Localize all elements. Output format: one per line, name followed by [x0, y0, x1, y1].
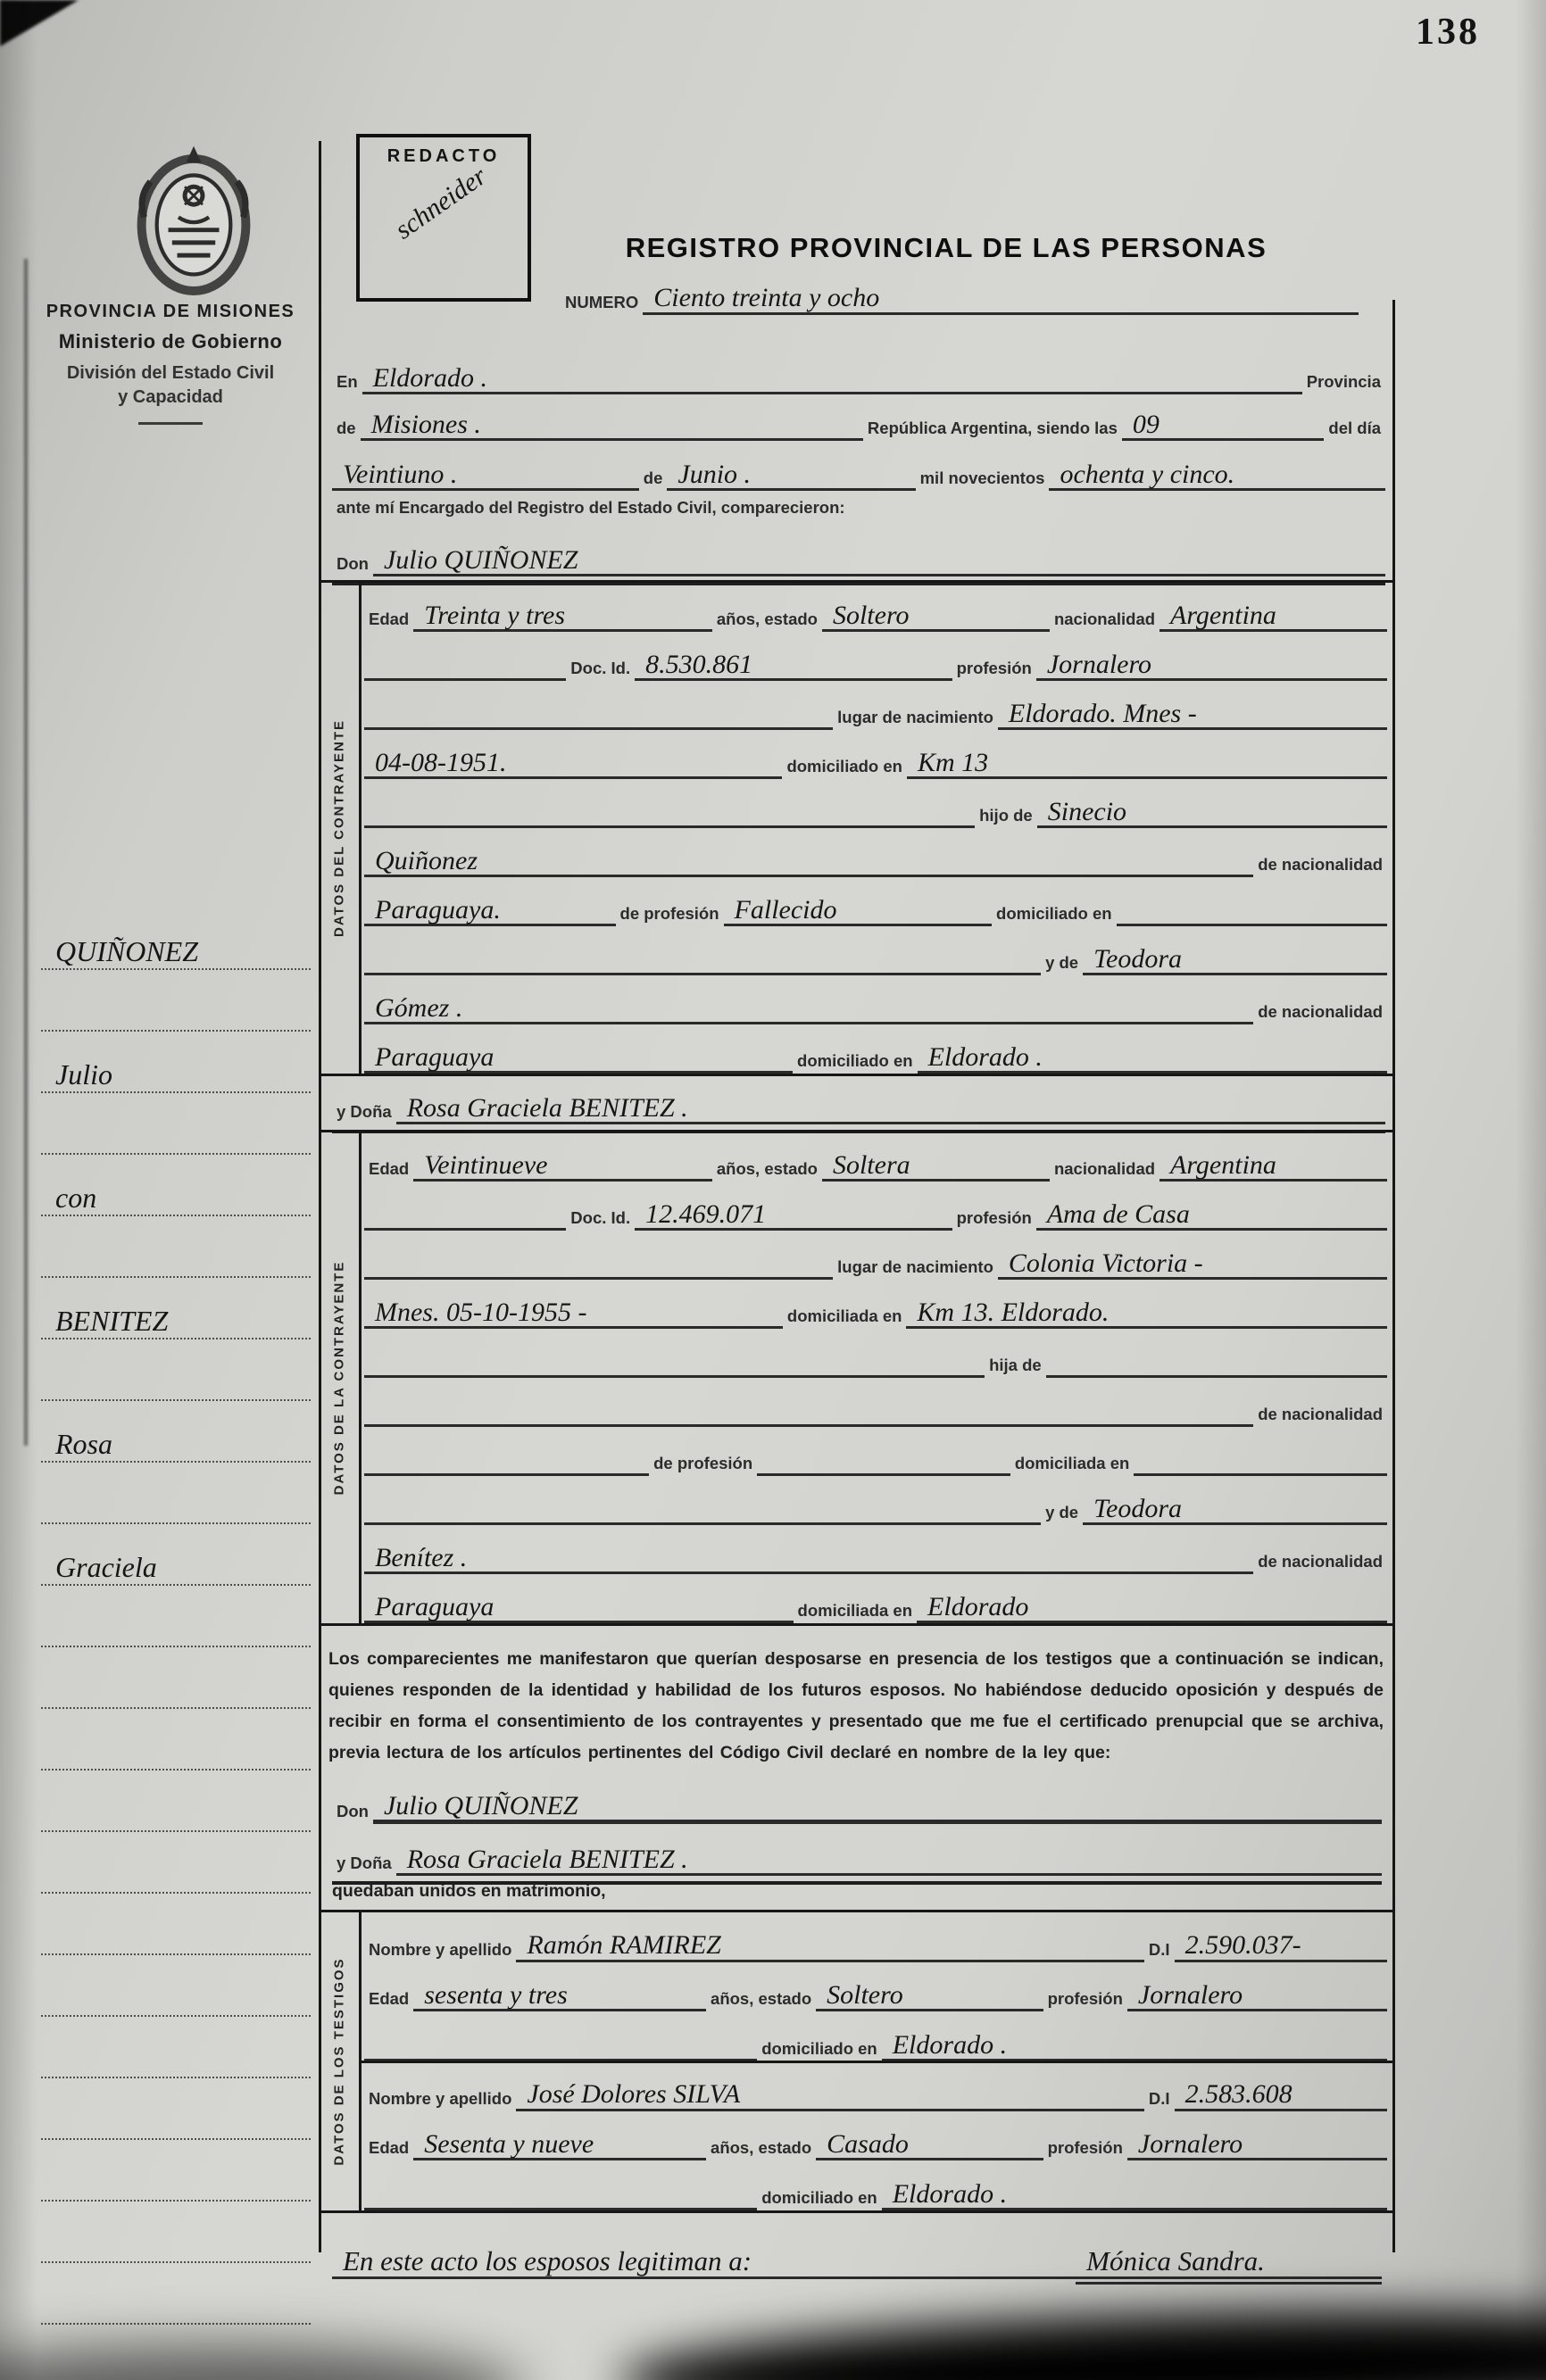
handwritten-value: Misiones . [361, 410, 863, 442]
handwritten-value: 8.530.861 [635, 651, 952, 682]
printed-label: años, estado [711, 2138, 812, 2158]
margin-index-entry [41, 1032, 311, 1093]
blank-line [867, 568, 1385, 576]
blank-line [364, 1517, 1041, 1525]
form-row [332, 491, 1385, 527]
printed-label: República Argentina, siendo las [867, 419, 1118, 437]
redacto-label: REDACTO [386, 146, 501, 166]
margin-index-blank-line [41, 1463, 311, 1524]
groom-side-column [320, 583, 362, 1074]
printed-label: domiciliado en [797, 1051, 913, 1070]
letterhead-rule [138, 422, 203, 425]
handwritten-value: 04-08-1951. [364, 749, 782, 780]
bride-side-column [320, 1132, 362, 1623]
blank-line [1000, 2103, 1144, 2111]
form-row [364, 2111, 1387, 2161]
printed-label: nacionalidad [1053, 1159, 1156, 1178]
printed-label: y Doña [337, 1853, 392, 1872]
margin-handwriting: con [55, 1182, 97, 1215]
official-signature: schneider [389, 161, 493, 245]
printed-label: D.I [1148, 2088, 1170, 2108]
declaration-groom-row [332, 1776, 1382, 1824]
redacto-stamp-box [356, 134, 531, 302]
printed-label: domiciliado en [996, 904, 1112, 923]
printed-label: Provincia [1306, 372, 1381, 391]
margin-index-blank-line [41, 1955, 311, 2017]
form-row [364, 1132, 1387, 1182]
groom-data-section [320, 580, 1394, 1076]
printed-label: Edad [369, 610, 410, 628]
printed-label: ante mí Encargado del Registro del Estado Civil, comparecieron: [337, 497, 845, 517]
witnesses-data-section [320, 1910, 1394, 2213]
printed-label: de profesión [619, 904, 719, 923]
printed-label: domiciliado en [761, 2039, 877, 2059]
margin-handwriting: QUIÑONEZ [55, 935, 199, 968]
printed-label: de nacionalidad [1258, 1552, 1383, 1571]
witness-divider-line [361, 2061, 1394, 2063]
margin-index-entry [41, 908, 311, 970]
handwritten-value: Casado [816, 2130, 1043, 2161]
form-row [364, 730, 1387, 779]
handwritten-value: Quiñonez [364, 847, 702, 878]
blank-line [364, 1419, 1253, 1427]
handwritten-value: Rosa Graciela BENITEZ . [396, 1094, 1046, 1125]
handwritten-value: Argentina [1160, 601, 1387, 633]
blank-line [960, 1868, 1382, 1876]
printed-label: mil novecientos [919, 469, 1045, 487]
blank-line [1000, 1954, 1144, 1962]
blank-line [735, 1016, 1253, 1024]
blank-line [1046, 1116, 1385, 1124]
handwritten-value: Sinecio [1037, 798, 1387, 829]
handwritten-value: 12.469.071 [635, 1200, 952, 1231]
margin-handwriting: Julio [55, 1058, 112, 1091]
margin-index-entry [41, 1401, 311, 1463]
numero-label: NUMERO [565, 292, 639, 311]
blank-line [735, 1566, 1253, 1574]
form-row [364, 632, 1387, 681]
margin-index-blank-line [41, 1770, 311, 1832]
handwritten-value: Eldorado . [882, 2031, 1387, 2062]
handwritten-value: Eldorado. Mnes - [998, 700, 1387, 731]
handwritten-value: Paraguaya [364, 1043, 793, 1074]
margin-handwriting: Graciela [55, 1551, 157, 1584]
numero-value: Ciento treinta y ocho [643, 284, 1359, 315]
form-row [364, 1378, 1387, 1427]
printed-label: profesión [1047, 1989, 1123, 2009]
page-number: 138 [1416, 12, 1480, 53]
blank-line [1134, 1468, 1387, 1476]
handwritten-value: Colonia Victoria - [998, 1249, 1387, 1281]
handwritten-value: Rosa Graciela BENITEZ . [396, 1845, 960, 1877]
handwritten-value: Teodora [1083, 945, 1387, 976]
form-row [364, 1427, 1387, 1476]
printed-label: nacionalidad [1053, 610, 1156, 628]
numero-row [561, 284, 1359, 315]
blank-line [757, 1468, 1010, 1476]
form-row [364, 1280, 1387, 1329]
margin-index-blank-line [41, 1586, 311, 1647]
printed-label: de profesión [653, 1454, 753, 1472]
handwritten-value: Treinta y tres [413, 601, 712, 633]
form-row [364, 1574, 1387, 1623]
form-row [364, 2061, 1387, 2111]
margin-index-entry [41, 1155, 311, 1216]
form-row [364, 1231, 1387, 1280]
handwritten-value: Veintiuno . [332, 460, 639, 492]
handwritten-value: Teodora [1083, 1495, 1387, 1526]
blank-line [364, 1370, 985, 1378]
handwritten-value: 2.583.608 [1175, 2080, 1387, 2111]
blank-line [364, 820, 975, 828]
margin-index-blank-line [41, 2017, 311, 2078]
declaration-paragraph: Los comparecientes me manifestaron que querían desposarse en presencia de los testigos que a continuación se indican, quienes responden de la identidad y habilidad de los futuros esposos. No habiéndose deducido oposición y después de recibir en forma el consentimiento de los contrayentes y presentado que me fue el certificado prenupcial que se archiva, previa lectura de los artículos pertinentes del Código Civil declaré en nombre de la ley que: [328, 1649, 1384, 1762]
printed-label: y de [1045, 1503, 1079, 1522]
opening-clauses [332, 348, 1385, 527]
scan-bottom-shadow [617, 2299, 1546, 2380]
printed-label: domiciliada en [797, 1601, 913, 1620]
printed-label: Edad [369, 1989, 410, 2009]
form-row [332, 394, 1385, 441]
handwritten-value: Km 13 [907, 749, 1387, 780]
printed-label: hijo de [979, 806, 1033, 825]
blank-line [364, 673, 566, 681]
handwritten-value: Soltero [822, 601, 1050, 633]
witnesses-side-label: DATOS DE LOS TESTIGOS [331, 1957, 347, 2166]
handwritten-value: Jornalero [1127, 2130, 1387, 2161]
printed-label: Nombre y apellido [369, 2088, 512, 2108]
letterhead-province: PROVINCIA DE MISIONES [46, 302, 295, 321]
blank-line [364, 967, 1041, 975]
form-row [364, 975, 1387, 1024]
printed-label: y de [1045, 953, 1079, 972]
margin-index-entry [41, 1524, 311, 1586]
printed-label: Don [337, 1802, 369, 1820]
printed-label: de [337, 419, 356, 437]
margin-index-blank-line [41, 1647, 311, 1709]
handwritten-value: José Dolores SILVA [516, 2080, 1000, 2111]
groom-side-label: DATOS DEL CONTRAYENTE [331, 719, 347, 937]
handwritten-value: 09 [1122, 410, 1325, 442]
blank-line [364, 1468, 649, 1476]
scan-crease-line [24, 259, 28, 1446]
form-row [364, 1024, 1387, 1074]
margin-index-blank-line [41, 970, 311, 1032]
blank-line [364, 1223, 566, 1231]
handwritten-value: Fallecido [724, 896, 992, 927]
form-row [364, 1962, 1387, 2012]
handwritten-value: Julio QUIÑONEZ [373, 546, 867, 577]
blank-line [364, 2202, 757, 2210]
form-row [364, 877, 1387, 926]
declaration-bride-row [332, 1829, 1382, 1885]
handwritten-value: Ama de Casa [1036, 1200, 1387, 1231]
handwritten-value: Eldorado [917, 1593, 1387, 1624]
printed-label: años, estado [716, 1159, 818, 1178]
union-statement: quedaban unidos en matrimonio, [332, 1881, 606, 1901]
handwritten-value: Argentina [1160, 1151, 1387, 1182]
handwritten-value: Julio QUIÑONEZ [373, 1792, 785, 1825]
legitimation-row [332, 2226, 1382, 2279]
handwritten-value: Paraguaya. [364, 896, 616, 927]
printed-label: y Doña [337, 1102, 392, 1121]
handwritten-value: Ramón RAMIREZ [516, 1931, 1000, 1962]
margin-index-blank-line [41, 1709, 311, 1770]
form-row [364, 1329, 1387, 1378]
printed-label: domiciliado en [786, 757, 902, 775]
margin-index-entry [41, 1278, 311, 1339]
printed-label: Nombre y apellido [369, 1939, 512, 1959]
handwritten-value: Paraguaya [364, 1593, 794, 1624]
printed-label: lugar de nacimiento [837, 708, 993, 726]
margin-index-blank-line [41, 1339, 311, 1401]
printed-label: de nacionalidad [1258, 1405, 1383, 1423]
margin-index-blank-line [41, 1832, 311, 1894]
printed-label: Doc. Id. [570, 659, 631, 677]
handwritten-value: Veintinueve [413, 1151, 712, 1182]
form-row [364, 1525, 1387, 1574]
form-row [364, 779, 1387, 828]
handwritten-value: Benítez . [364, 1544, 735, 1575]
blank-line [785, 1814, 1382, 1824]
printed-label: domiciliado en [761, 2188, 877, 2208]
handwritten-value: Soltero [816, 1981, 1043, 2012]
margin-index-blank-line [41, 1093, 311, 1155]
letterhead-division: División del Estado Civil [66, 363, 275, 383]
printed-label: años, estado [711, 1989, 812, 2009]
printed-label: D.I [1148, 1939, 1170, 1959]
letterhead-division-2: y Capacidad [118, 387, 223, 407]
form-row [364, 1912, 1387, 1962]
form-row [364, 681, 1387, 730]
letterhead [27, 302, 314, 425]
handwritten-value: ochenta y cinco. [1049, 460, 1385, 492]
blank-line [1046, 1370, 1387, 1378]
margin-index-blank-line [41, 2078, 311, 2140]
handwritten-value: Mnes. 05-10-1955 - [364, 1298, 783, 1330]
handwritten-value: 2.590.037- [1175, 1931, 1387, 1962]
form-row [364, 1182, 1387, 1231]
handwritten-value: Jornalero [1036, 651, 1387, 682]
handwritten-value: Jornalero [1127, 1981, 1387, 2012]
printed-label: de nacionalidad [1258, 855, 1383, 874]
printed-label: del día [1328, 419, 1382, 437]
handwritten-value: Eldorado . [918, 1043, 1387, 1074]
handwritten-value: Eldorado . [882, 2180, 1387, 2211]
printed-label: profesión [956, 659, 1032, 677]
form-row [332, 348, 1385, 394]
form-row [332, 441, 1385, 491]
blank-line [773, 386, 1302, 394]
blank-line [364, 722, 833, 730]
printed-label: Doc. Id. [570, 1208, 631, 1227]
form-row [364, 2011, 1387, 2061]
handwritten-value: Sesenta y nueve [413, 2130, 706, 2161]
handwritten-value: Junio . [667, 460, 915, 492]
printed-label: Don [337, 554, 369, 573]
blank-line [702, 869, 1253, 877]
margin-index-blank-line [41, 2140, 311, 2202]
handwritten-value: Soltera [822, 1151, 1050, 1182]
blank-line [1117, 918, 1387, 926]
bride-data-section [320, 1130, 1394, 1626]
printed-label: años, estado [716, 610, 818, 628]
printed-label: Edad [369, 1159, 410, 1178]
form-row [364, 1476, 1387, 1525]
printed-label: profesión [1047, 2138, 1123, 2158]
scan-bottom-left-shadow [0, 2344, 526, 2380]
form-row [364, 926, 1387, 975]
handwritten-value: En este acto los esposos legitiman a: [332, 2247, 1076, 2279]
letterhead-ministry: Ministerio de Gobierno [58, 330, 283, 352]
form-row [364, 828, 1387, 877]
scan-right-shadow [1516, 0, 1546, 2380]
coat-of-arms-logo [127, 141, 261, 300]
margin-index-blank-line [41, 2202, 311, 2263]
margin-handwriting: Rosa [55, 1428, 112, 1461]
bride-name-row [332, 1074, 1385, 1133]
bride-rows [364, 1132, 1387, 1623]
margin-index-blank-line [41, 2263, 311, 2325]
printed-label: domiciliada en [1014, 1454, 1130, 1472]
printed-label: En [337, 372, 358, 391]
printed-label: de nacionalidad [1258, 1002, 1383, 1021]
handwritten-value: sesenta y tres [413, 1981, 706, 2012]
handwritten-value: Mónica Sandra. [1076, 2247, 1382, 2279]
handwritten-value: Gómez . [364, 994, 735, 1025]
form-row [364, 2160, 1387, 2210]
printed-label: Edad [369, 2138, 410, 2158]
groom-rows [364, 583, 1387, 1074]
printed-label: de [643, 469, 663, 487]
form-row [364, 583, 1387, 632]
handwritten-value: Eldorado . [362, 364, 773, 395]
printed-label: profesión [956, 1208, 1032, 1227]
bride-side-label: DATOS DE LA CONTRAYENTE [331, 1260, 347, 1496]
printed-label: domiciliada en [786, 1306, 902, 1325]
handwritten-value: Km 13. Eldorado. [906, 1298, 1387, 1330]
document-title: REGISTRO PROVINCIAL DE LAS PERSONAS [625, 232, 1268, 263]
margin-index-blank-line [41, 1216, 311, 1278]
printed-label: hija de [989, 1356, 1042, 1374]
witnesses-side-column [320, 1912, 362, 2210]
margin-index [41, 908, 311, 2380]
margin-index-blank-line [41, 1894, 311, 1955]
groom-name-row [332, 527, 1385, 585]
blank-line [364, 1272, 833, 1280]
margin-handwriting: BENITEZ [55, 1305, 169, 1338]
printed-label: lugar de nacimiento [837, 1257, 993, 1276]
